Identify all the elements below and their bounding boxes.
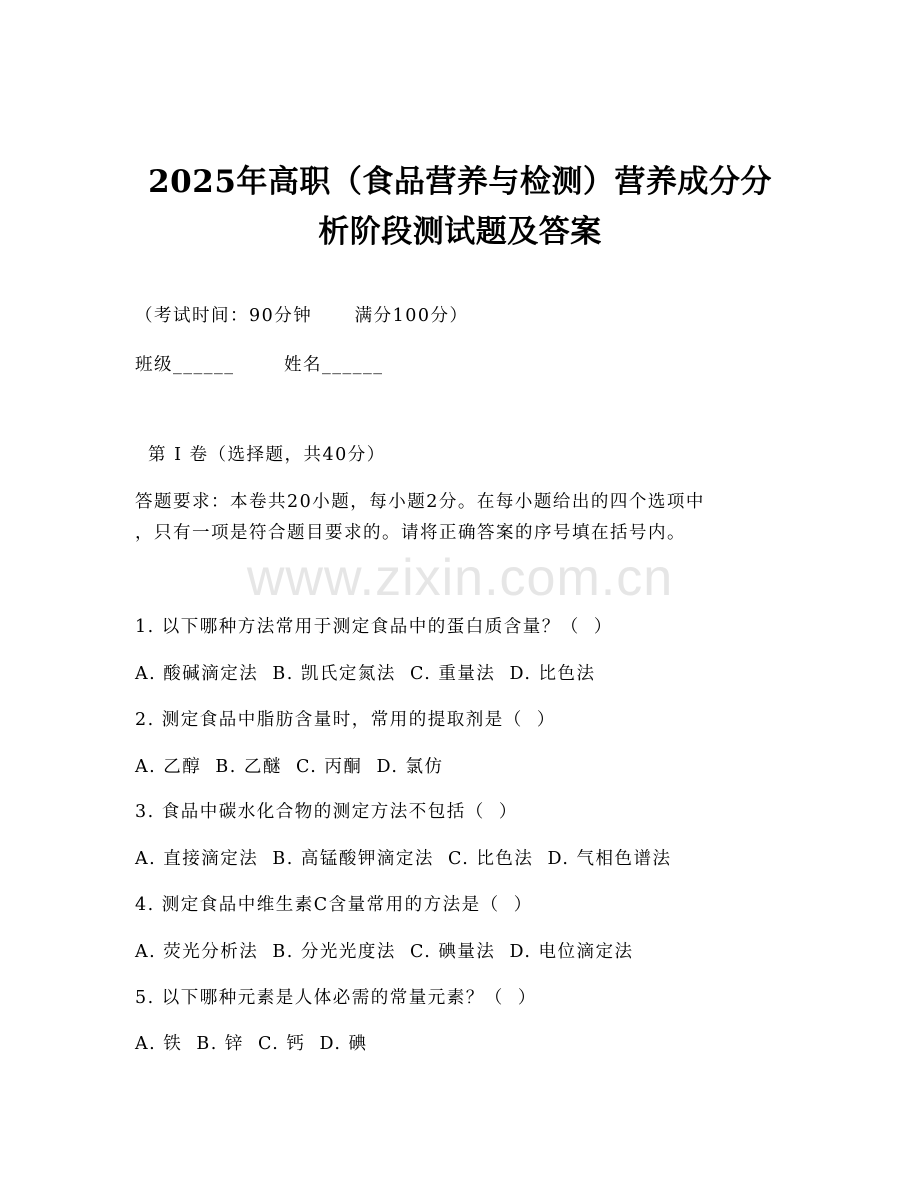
question-5: 5. 以下哪种元素是人体必需的常量元素？（ ） bbox=[135, 988, 537, 1008]
instruction-line-1: 答题要求：本卷共20小题，每小题2分。在每小题给出的四个选项中 bbox=[135, 492, 705, 512]
question-2: 2. 测定食品中脂肪含量时，常用的提取剂是（ ） bbox=[135, 710, 556, 730]
title-line-1: 2025年高职（食品营养与检测）营养成分分 bbox=[148, 164, 772, 200]
question-1: 1. 以下哪种方法常用于测定食品中的蛋白质含量？（ ） bbox=[135, 617, 613, 637]
question-4: 4. 测定食品中维生素C含量常用的方法是（ ） bbox=[135, 895, 533, 915]
exam-time-score: （考试时间：90分钟 满分100分） bbox=[135, 306, 469, 326]
watermark: www.zixin.com.cn bbox=[246, 549, 674, 607]
class-name-line: 班级______ 姓名______ bbox=[135, 355, 384, 375]
question-5-options: A. 铁 B. 锌 C. 钙 D. 碘 bbox=[135, 1034, 368, 1054]
instruction-line-2: ，只有一项是符合题目要求的。请将正确答案的序号填在括号内。 bbox=[135, 523, 686, 543]
question-2-options: A. 乙醇 B. 乙醚 C. 丙酮 D. 氯仿 bbox=[135, 757, 444, 777]
section-heading: 第 I 卷（选择题，共40分） bbox=[148, 445, 386, 465]
question-3-options: A. 直接滴定法 B. 高锰酸钾滴定法 C. 比色法 D. 气相色谱法 bbox=[135, 849, 672, 869]
question-3: 3. 食品中碳水化合物的测定方法不包括（ ） bbox=[135, 802, 518, 822]
question-4-options: A. 荧光分析法 B. 分光光度法 C. 碘量法 D. 电位滴定法 bbox=[135, 942, 634, 962]
title-line-2: 析阶段测试题及答案 bbox=[318, 214, 602, 250]
question-1-options: A. 酸碱滴定法 B. 凯氏定氮法 C. 重量法 D. 比色法 bbox=[135, 664, 596, 684]
